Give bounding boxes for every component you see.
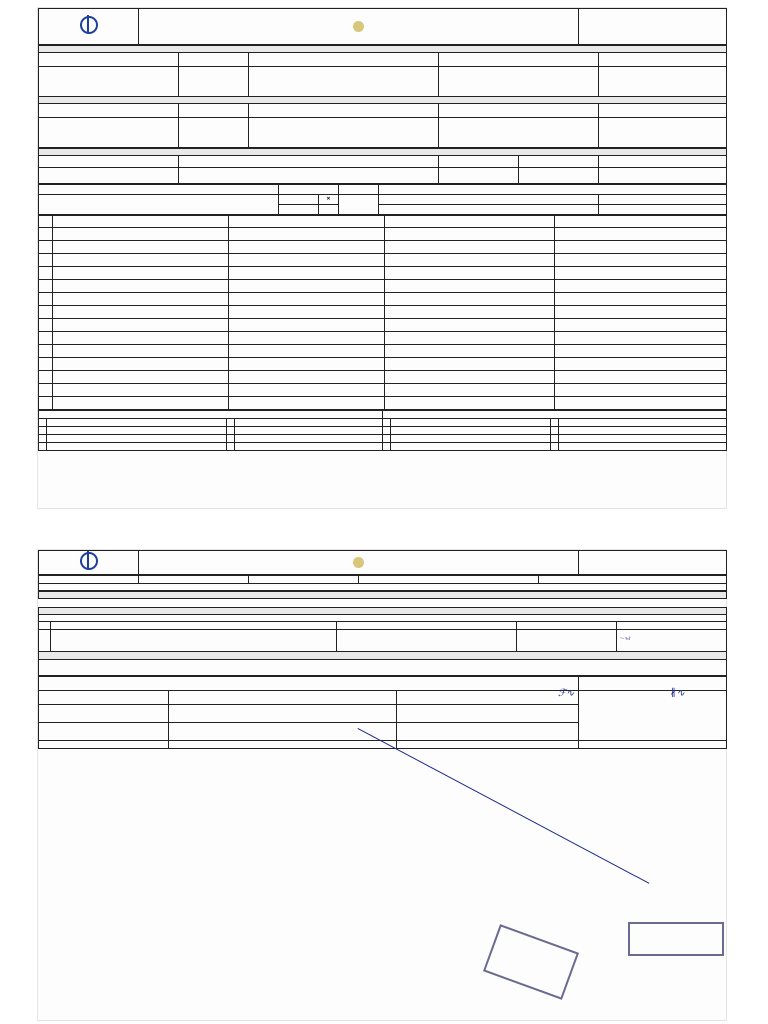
page-2 [38,550,726,1020]
step-num [39,384,53,397]
tool-name [47,443,227,451]
steps-row [39,358,727,371]
step-peligro [229,241,385,254]
step-medida [555,319,727,332]
step-num [39,319,53,332]
cancel-diagonal-line [358,728,650,884]
step-etapa [53,267,229,280]
inspection-note [39,584,727,591]
steps-header-num [39,216,53,228]
institucion-label [39,168,179,184]
tool-num [227,443,235,451]
especialidad-label [339,185,379,195]
steps-header-medidas [555,216,727,228]
tools-row [39,443,727,451]
rutinaria-label [279,185,339,195]
step-riesgo [385,241,555,254]
tool-name [47,435,227,443]
employer-activity [439,67,599,97]
tool-name [235,427,383,435]
equipos-label [383,411,727,419]
tool-name [391,427,551,435]
tool-name [391,419,551,427]
step-peligro [229,267,385,280]
step-etapa [53,345,229,358]
step-peligro [229,384,385,397]
tool-num [39,443,47,451]
registry-table [38,591,727,607]
steps-row [39,241,727,254]
step-medida [555,267,727,280]
revisa-ssoma-label [397,690,579,704]
tool-num [551,443,559,451]
zona-value [379,205,599,215]
responsables-label [39,676,579,690]
hora-termino-label [599,156,727,168]
tool-num [227,435,235,443]
section-2-label [39,97,727,104]
steps-row [39,384,727,397]
step-riesgo [385,228,555,241]
tool-name [559,427,727,435]
tools-row [39,435,727,443]
step-etapa [53,332,229,345]
step-etapa [53,384,229,397]
step-riesgo [385,371,555,384]
ssoma-name [397,704,579,722]
tool-name [391,443,551,451]
ccecc-logo-icon [80,552,98,570]
zona-label [379,195,599,205]
steps-row [39,306,727,319]
step-num [39,306,53,319]
step-etapa [53,228,229,241]
institucion-value [179,168,439,184]
step-riesgo [385,306,555,319]
actividad-value [39,195,279,215]
steps-header-peligros [229,216,385,228]
step-medida [555,384,727,397]
step-riesgo [385,254,555,267]
doc-codes-p2 [579,551,727,575]
lider-header-firma [617,621,727,629]
tool-num [39,419,47,427]
rutinaria-no-label [279,205,319,215]
firma-footer [169,740,397,748]
step-riesgo [385,358,555,371]
step-num [39,267,53,280]
company-stamp [483,924,579,1000]
step-peligro [229,280,385,293]
step-medida [555,254,727,267]
stamp-dot-icon [353,21,364,32]
grupo-header [39,576,139,584]
tool-num [551,419,559,427]
step-peligro [229,319,385,332]
header-table [38,8,727,45]
section-1-label [39,46,727,53]
step-medida [555,358,727,371]
step-num [39,241,53,254]
contractor-address [249,118,439,148]
tool-name [235,443,383,451]
header-trabajadores-2 [599,104,727,118]
steps-row [39,254,727,267]
step-etapa [53,241,229,254]
header-domicilio-2 [249,104,439,118]
step-etapa [53,280,229,293]
header-ruc [179,53,249,67]
cargo-footer [39,740,169,748]
steps-header-riesgos [385,216,555,228]
revisa-residente-label [169,690,397,704]
herramientas-label [39,411,383,419]
step-riesgo [385,280,555,293]
tool-name [47,427,227,435]
contractor-workers [599,118,727,148]
step-medida [555,345,727,358]
step-num [39,228,53,241]
step-num [39,280,53,293]
section-3-table [38,148,727,184]
rutinaria-si-label [279,195,319,205]
permisos-header [249,576,359,584]
employer-address [249,67,439,97]
step-peligro [229,371,385,384]
step-riesgo [385,345,555,358]
steps-row [39,293,727,306]
lider-header-cargo [337,621,517,629]
step-num [39,254,53,267]
tools-row [39,427,727,435]
company-logo [39,9,139,45]
hora-inicio-value [519,168,599,184]
fecha-label [439,156,519,168]
colectiva-header [359,576,539,584]
step-num [39,332,53,345]
page-gap [0,508,768,550]
contractor-name [39,118,179,148]
lider-header-nombre [51,621,337,629]
ccecc-logo-icon [80,16,98,34]
step-etapa [53,397,229,410]
residente-name [169,704,397,722]
steps-row [39,371,727,384]
step-peligro [229,397,385,410]
tool-num [227,419,235,427]
tool-num [227,427,235,435]
steps-row [39,397,727,410]
elabora-cargo [39,722,169,740]
employer-workers [599,67,727,97]
step-riesgo [385,332,555,345]
steps-row [39,228,727,241]
steps-header-etapa [53,216,229,228]
step-riesgo [385,319,555,332]
requirements-table [38,575,727,591]
step-num [39,345,53,358]
personal-header [539,576,727,584]
lider-header-dni [517,621,617,629]
sede-label [39,156,179,168]
lider-cargo [337,629,517,651]
tool-name [559,443,727,451]
requisitos-header [139,576,249,584]
step-peligro [229,345,385,358]
contractor-activity [439,118,599,148]
step-num [39,371,53,384]
doc-codes [579,9,727,45]
step-medida [555,228,727,241]
tool-name [391,435,551,443]
elabora-label [39,690,169,704]
activity-table [38,184,727,215]
tool-num [383,427,391,435]
step-etapa [53,293,229,306]
tool-num [39,435,47,443]
sector-label [599,195,727,205]
tool-name [235,435,383,443]
fin-trabajo-label [39,607,727,614]
hora-inicio-label [519,156,599,168]
step-riesgo [385,384,555,397]
lugar-label [379,185,727,195]
actividad-label [39,185,279,195]
step-medida [555,280,727,293]
observaciones-label [39,651,727,659]
especialidad-value [339,195,379,215]
tool-name [235,419,383,427]
sector-value [599,205,727,215]
step-etapa [53,254,229,267]
page-1 [38,8,726,508]
step-medida [555,306,727,319]
employer-ruc [179,67,249,97]
rutinaria-si-mark: ✕ [319,195,339,205]
header-razon [39,53,179,67]
contractor-ruc [179,118,249,148]
step-medida [555,332,727,345]
header-actividad-2 [439,104,599,118]
tool-num [551,427,559,435]
header-domicilio [249,53,439,67]
tools-row [39,419,727,427]
step-peligro [229,332,385,345]
header-actividad [439,53,599,67]
tool-num [551,435,559,443]
step-peligro [229,306,385,319]
step-num [39,293,53,306]
tool-num [383,435,391,443]
step-riesgo [385,293,555,306]
lider-label [39,614,727,621]
tool-name [559,435,727,443]
step-medida [555,371,727,384]
sede-value [179,156,439,168]
step-etapa [53,371,229,384]
header-razon-2 [39,104,179,118]
step-medida [555,293,727,306]
fecha-value [439,168,519,184]
section-3-label [39,149,727,156]
lider-dni [517,629,617,651]
verifica-stamp [628,922,724,956]
observaciones-value [39,659,727,675]
step-etapa [53,358,229,371]
lider-num [39,629,51,651]
firma-fin-signature: ∦∿ [670,688,685,699]
tool-num [383,419,391,427]
tool-num [39,427,47,435]
hora-termino-value [599,168,727,184]
steps-row [39,332,727,345]
header-table-p2 [38,550,727,575]
step-peligro [229,254,385,267]
step-etapa [53,306,229,319]
step-etapa [53,319,229,332]
employer-name [39,67,179,97]
leader-table [38,607,727,676]
steps-table [38,215,727,410]
step-riesgo [385,397,555,410]
rutinaria-no-mark [319,205,339,215]
step-medida [555,397,727,410]
lider-signature: 〜∿ℓ [617,629,727,651]
tool-name [559,419,727,427]
company-logo-p2 [39,551,139,575]
registro-label [39,592,727,599]
step-num [39,397,53,410]
steps-row [39,345,727,358]
stamp-dot-icon [353,557,364,568]
step-medida [555,241,727,254]
step-peligro [229,228,385,241]
steps-row [39,319,727,332]
tool-num [383,443,391,451]
tool-name [47,419,227,427]
section-1-table [38,45,727,148]
steps-row [39,280,727,293]
responsables-table [38,676,727,749]
lider-name [51,629,337,651]
ssoma-cargo [397,722,579,740]
header-ruc-2 [179,104,249,118]
step-num [39,358,53,371]
step-peligro [229,358,385,371]
firma-footer-2 [397,740,579,748]
step-riesgo [385,267,555,280]
steps-row [39,267,727,280]
elabora-name [39,704,169,722]
step-peligro [229,293,385,306]
firma-inicio-signature: ℱ∿ [558,688,575,699]
header-trabajadores [599,53,727,67]
tools-table [38,410,727,451]
